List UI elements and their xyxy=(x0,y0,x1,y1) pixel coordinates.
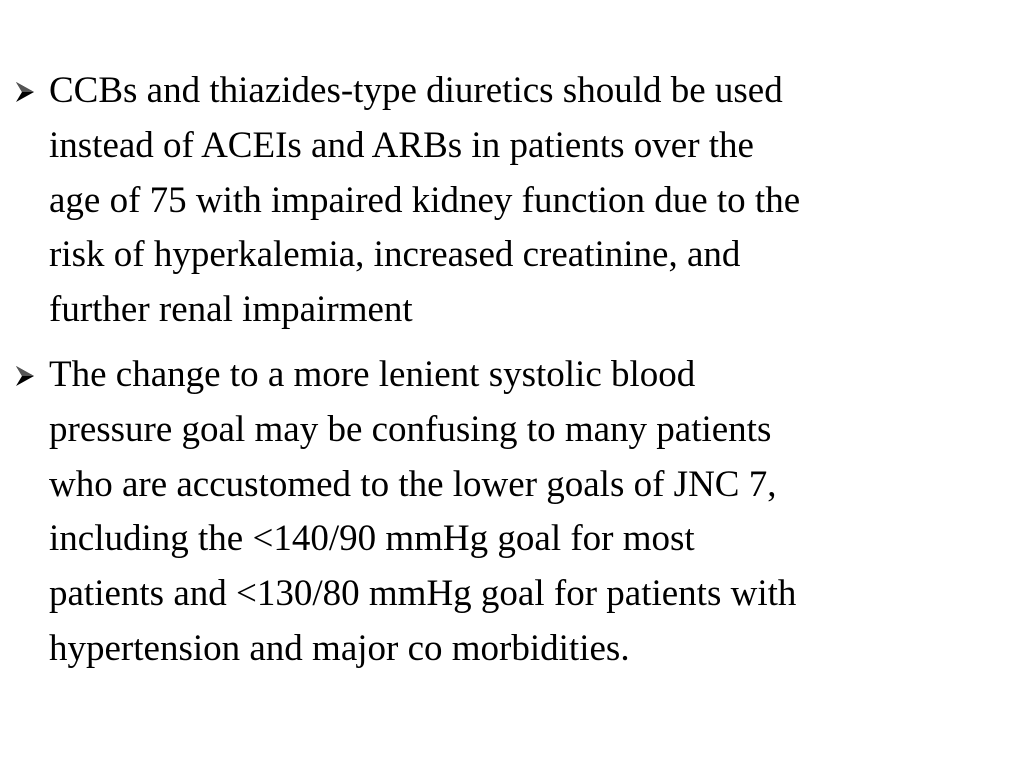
bullet-line: including the <140/90 mmHg goal for most xyxy=(49,518,695,560)
bullet-item-blood-pressure-goal xyxy=(14,348,1004,677)
bullet-text xyxy=(49,348,1004,677)
bullet-line: CCBs and thiazides-type diuretics should be used xyxy=(49,70,783,111)
bullet-line: age of 75 with impaired kidney function due to the xyxy=(49,179,801,221)
arrowhead-bullet-icon xyxy=(14,80,36,104)
bullet-line: risk of hyperkalemia, increased creatinine, and xyxy=(49,234,741,276)
bullet-text xyxy=(49,64,1004,338)
bullet-line: patients and <130/80 mmHg goal for patients with xyxy=(49,573,797,615)
bullet-line: hypertension and major co morbidities. xyxy=(49,627,630,669)
bullet-line: The change to a more lenient systolic blood xyxy=(49,353,696,395)
bullet-line: pressure goal may be confusing to many patients xyxy=(49,408,772,450)
bullet-item-ccbs xyxy=(14,64,1004,338)
bullet-list xyxy=(14,64,1004,687)
bullet-line: who are accustomed to the lower goals of JNC 7, xyxy=(49,463,777,505)
arrowhead-bullet-icon xyxy=(14,364,36,388)
bullet-line: further renal impairment xyxy=(49,289,413,331)
bullet-line: instead of ACEIs and ARBs in patients over the xyxy=(49,124,754,166)
